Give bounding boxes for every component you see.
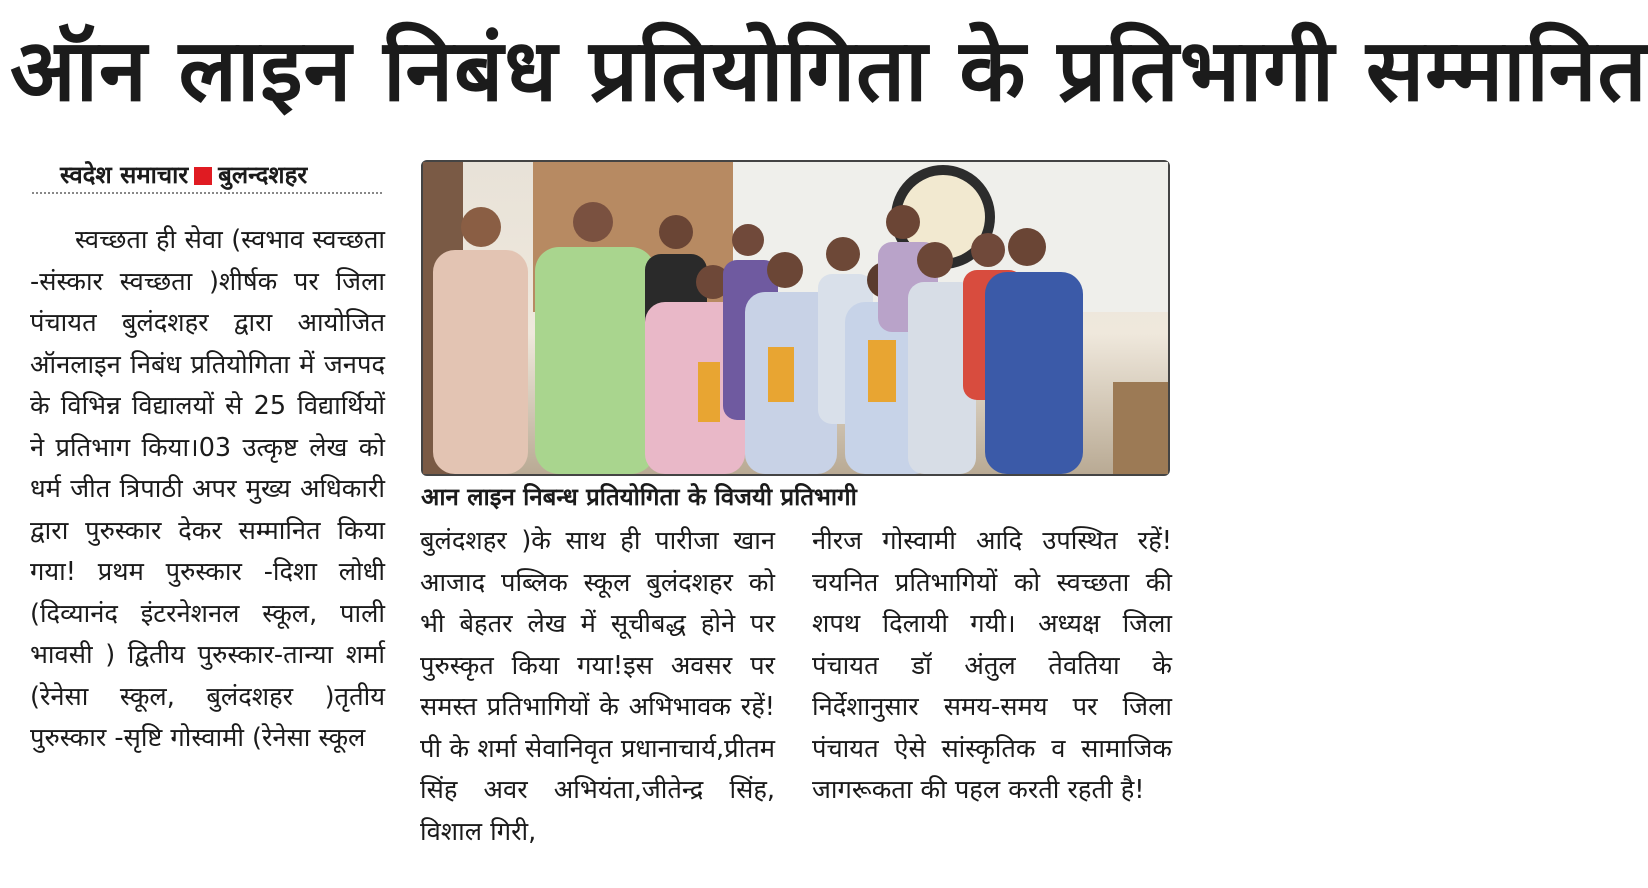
article-text-1: स्वच्छता ही सेवा (स्वभाव स्वच्छता -संस्कार स्वच्छता )शीर्षक पर जिला पंचायत बुलंदशहर द्वारा आयोजित ऑनलाइन निबंध प्रतियोगिता में जनपद के विभिन्न विद्यालयों से 25 विद्यार्थियों ने प्रतिभाग किया।03 उत्कृष्ट लेख को धर्म जीत त्रिपाठी अपर मुख्य अधिकारी द्वारा पुरुस्कार देकर सम्मानित किया गया! प्रथम पुरुस्कार -दिशा लोधी (दिव्यानंद इंटरनेशनल स्कूल, पाली भावसी ) द्वितीय पुरुस्कार-तान्या शर्मा (रेनेसा स्कूल, बुलंदशहर )तृतीय पुरुस्कार -सृष्टि गोस्वामी (रेनेसा स्कूल: [30, 225, 385, 753]
article-text-2: बुलंदशहर )के साथ ही पारीजा खान आजाद पब्लिक स्कूल बुलंदशहर को भी बेहतर लेख में सूचीबद्ध होने पर पुरुस्कृत किया गया!इस अवसर पर समस्त प्रतिभागियों के अभिभावक रहें! पी के शर्मा सेवानिवृत प्रधानाचार्य,प्रीतम सिंह अवर अभियंता,जीतेन्द्र सिंह, विशाल गिरी,: [420, 526, 775, 847]
headline: ऑन लाइन निबंध प्रतियोगिता के प्रतिभागी सम्मानित: [10, 21, 1648, 121]
byline-separator: [194, 167, 212, 185]
article-column-1: [30, 220, 385, 760]
group-photo: [423, 162, 1168, 474]
article-text-3: नीरज गोस्वामी आदि उपस्थित रहें! चयनित प्रतिभागियों को स्वच्छता की शपथ दिलायी गयी। अध्यक्ष जिला पंचायत डॉ अंतुल तेवतिया के निर्देशानुसार समय-समय पर जिला पंचायत ऐसे सांस्कृतिक व सामाजिक जागरूकता की पहल करती रहती है!: [812, 526, 1172, 805]
photo-caption: आन लाइन निबन्ध प्रतियोगिता के विजयी प्रतिभागी: [421, 483, 857, 511]
article-column-3: [812, 521, 1172, 812]
article-column-2: [420, 521, 775, 853]
byline-source: स्वदेश समाचार: [60, 161, 189, 189]
news-photo: [421, 160, 1170, 476]
byline-place: बुलन्दशहर: [218, 161, 308, 189]
byline: [32, 158, 382, 194]
